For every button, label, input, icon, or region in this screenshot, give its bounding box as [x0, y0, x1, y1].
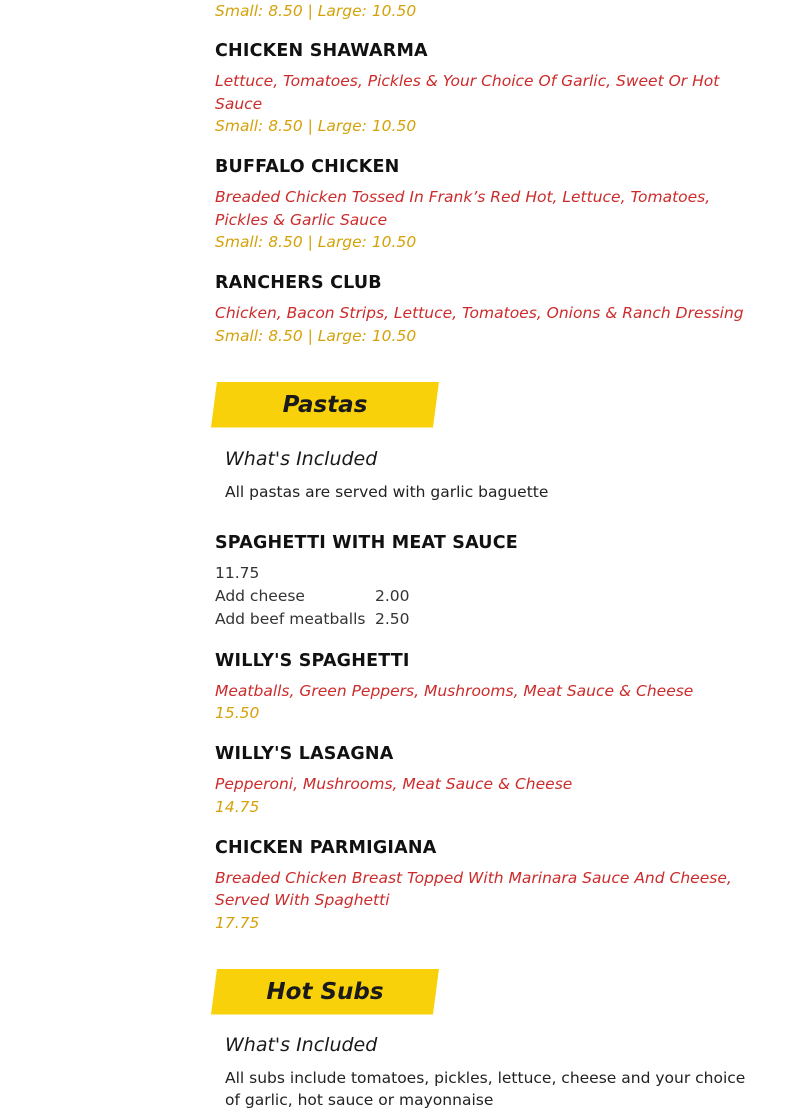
whats-included — [215, 1033, 755, 1111]
section-title: Pastas — [282, 391, 368, 418]
section-banner-pastas — [211, 382, 439, 428]
addon-price: 2.00 — [375, 586, 410, 605]
item-price: 11.75 — [215, 563, 260, 582]
whats-included — [215, 447, 755, 503]
menu-item — [215, 272, 755, 347]
included-title: What's Included — [225, 447, 378, 470]
item-description: Pepperoni, Mushrooms, Meat Sauce & Cheese — [215, 775, 573, 793]
menu-item — [215, 156, 755, 253]
item-price: Small: 8.50 | Large: 10.50 — [215, 2, 417, 20]
item-name: WILLY'S LASAGNA — [215, 744, 394, 764]
addon-row — [215, 608, 755, 631]
item-name: CHICKEN PARMIGIANA — [215, 837, 437, 858]
menu-item — [215, 40, 755, 137]
addon-row — [215, 585, 755, 608]
item-price: Small: 8.50 | Large: 10.50 — [215, 233, 417, 251]
addon-price: 2.50 — [375, 609, 410, 628]
item-description: Chicken, Bacon Strips, Lettuce, Tomatoes, Onions & Ranch Dressing — [215, 304, 744, 322]
menu-item — [215, 532, 755, 631]
section-banner-hot-subs — [211, 969, 439, 1015]
item-price: 17.75 — [215, 913, 260, 932]
menu-item — [215, 650, 755, 725]
item-description: Breaded Chicken Breast Topped With Marinara Sauce And Cheese, Served With Spaghetti — [215, 868, 732, 909]
menu-item — [215, 743, 755, 818]
section-title: Hot Subs — [266, 978, 384, 1005]
addon-label: Add beef meatballs — [215, 609, 366, 628]
item-name: CHICKEN SHAWARMA — [215, 41, 428, 61]
menu-item — [215, 837, 755, 934]
item-name: SPAGHETTI WITH MEAT SAUCE — [215, 532, 518, 553]
item-name: BUFFALO CHICKEN — [215, 157, 400, 177]
included-title: What's Included — [225, 1033, 378, 1056]
item-price: 14.75 — [215, 797, 260, 816]
included-text: All pastas are served with garlic baguette — [225, 482, 549, 501]
item-name: WILLY'S SPAGHETTI — [215, 650, 410, 671]
item-name: RANCHERS CLUB — [215, 273, 382, 293]
item-description: Lettuce, Tomatoes, Pickles & Your Choice Of Garlic, Sweet Or Hot Sauce — [215, 72, 720, 113]
item-price: Small: 8.50 | Large: 10.50 — [215, 326, 417, 345]
addon-label: Add cheese — [215, 586, 305, 605]
item-description: Breaded Chicken Tossed In Frank’s Red Hot, Lettuce, Tomatoes, Pickles & Garlic Sauce — [215, 188, 711, 229]
menu-content — [215, 0, 755, 1111]
item-price: 15.50 — [215, 704, 260, 722]
included-text: All subs include tomatoes, pickles, lettuce, cheese and your choice of garlic, hot sauce or mayonnaise — [225, 1068, 746, 1109]
item-description: Meatballs, Green Peppers, Mushrooms, Meat Sauce & Cheese — [215, 681, 694, 700]
item-price: Small: 8.50 | Large: 10.50 — [215, 117, 417, 135]
